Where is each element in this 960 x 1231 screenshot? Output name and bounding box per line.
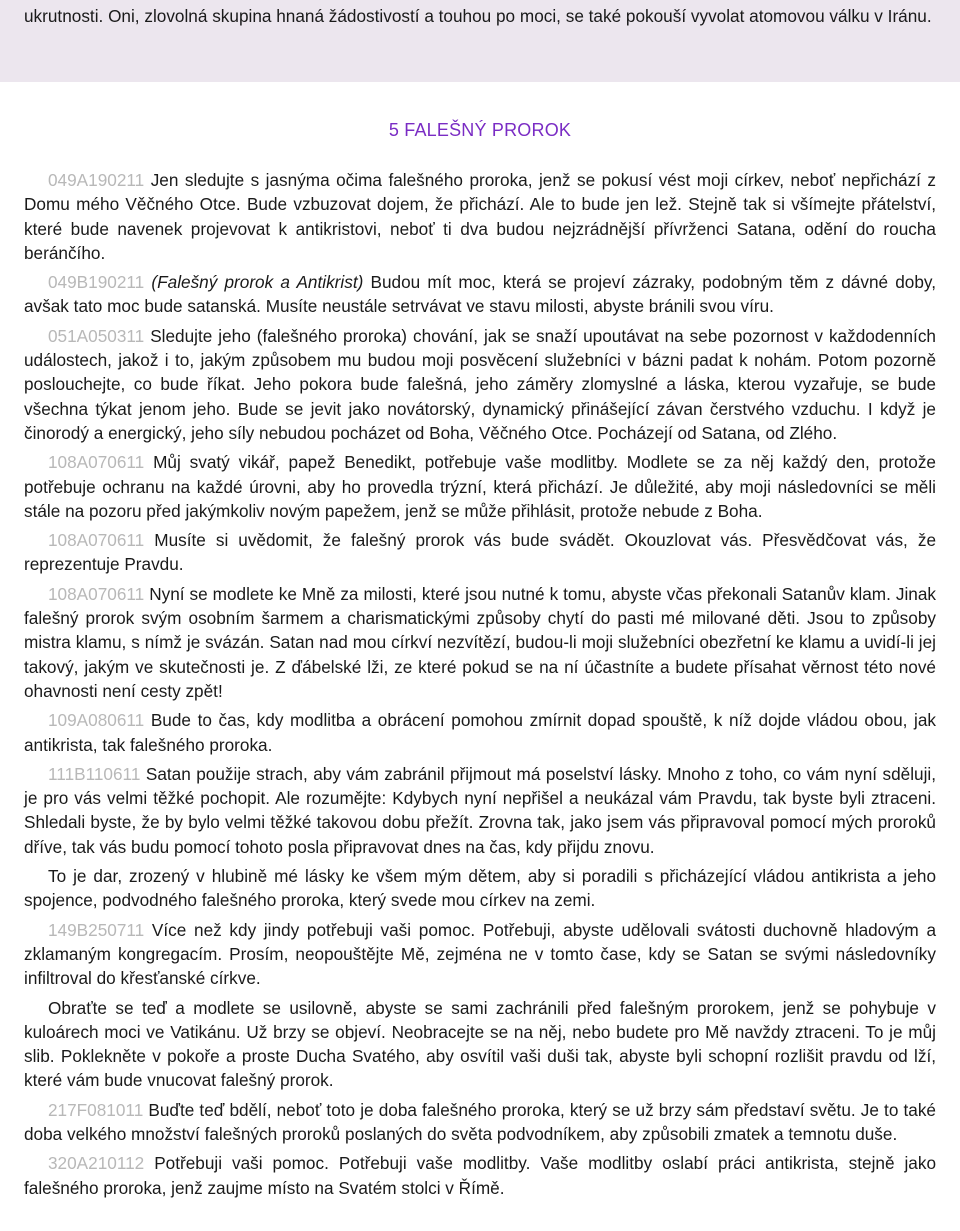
paragraph [24, 1151, 936, 1200]
paragraph-text: Obraťte se teď a modlete se usilovně, abyste se sami zachránili před falešným prorokem, jenž se pohybuje v kuloárech moci ve Vatikánu. Už brzy se objeví. Neobracejte se na něj, nebo budete pro Mě navždy ztraceni. To je můj slib. Poklekněte v pokoře a proste Ducha Svatého, aby osvítil vaši duši tak, abyste byli schopní rozlišit pravdu od lží, které vám bude vnucovat falešný prorok. [24, 997, 936, 1091]
paragraph [24, 864, 936, 913]
message-code: 320A210112 [48, 1153, 145, 1174]
message-code: 217F081011 [48, 1099, 144, 1120]
paragraph [24, 918, 936, 991]
paragraph [24, 168, 936, 265]
paragraph [24, 582, 936, 703]
message-code: 111B110611 [48, 763, 141, 784]
paragraph-text: Budou mít moc, která se projeví zázraky, podobným těm z dávné doby, avšak tato moc bude satanská. Musíte neustále setrvávat ve stavu milosti, abyste bránili svou víru. [24, 272, 937, 317]
paragraph-list [24, 168, 936, 1200]
paragraph [24, 528, 936, 577]
message-code: 108A070611 [48, 583, 145, 604]
message-code: 109A080611 [48, 710, 145, 731]
paragraph [24, 996, 936, 1093]
paragraph [24, 270, 936, 319]
paragraph-note: (Falešný prorok a Antikrist) [151, 272, 364, 293]
message-code: 049B190211 [48, 272, 145, 293]
paragraph-text: Nyní se modlete ke Mně za milosti, které jsou nutné k tomu, abyste včas překonali Satanův klam. Jinak falešný prorok svým osobním šarmem a charismatickými způsoby chytí do pasti mé milované děti. Jsou to způsoby mistra klamu, s nímž je svázán. Satan nad mou církví nezvítězí, budou-li moji služebníci obezřetní ke klamu a uvidí-li jej takový, jakým ve skutečnosti je. Z ďábelské lži, ze které pokud se na ní účastníte a budete přísahat věrnost této nové ohavnosti není cesty zpět! [24, 583, 936, 701]
message-code: 049A190211 [48, 170, 145, 190]
paragraph-text: Více než kdy jindy potřebuji vaši pomoc. Potřebuji, abyste udělovali svátosti duchovně hladovým a zklamaným kongregacím. Prosím, neopouštějte Mě, zejména ne v tomto čase, kdy se Satan se svými následovníky infiltroval do křesťanské církve. [24, 919, 937, 989]
paragraph-text: Bude to čas, kdy modlitba a obrácení pomohou zmírnit dopad spouště, k níž dojde vládou obou, jak antikrista, tak falešného proroka. [24, 710, 937, 755]
document-body [0, 120, 960, 1200]
paragraph [24, 324, 936, 445]
paragraph-text: Potřebuji vaši pomoc. Potřebuji vaše modlitby. Vaše modlitby oslabí práci antikrista, stejně jako falešného proroka, jenž zaujme místo na Svatém stolci v Římě. [24, 1153, 937, 1198]
paragraph-text: Můj svatý vikář, papež Benedikt, potřebuje vaše modlitby. Modlete se za něj každý den, protože potřebuje ochranu na každé úrovni, aby ho provedla trýzní, která přichází. Je důležité, aby moji následovníci se měli stále na pozoru před jakýmkoliv novým papežem, jenž se může přihlásit, protože nebude z Boha. [24, 452, 936, 521]
paragraph [24, 708, 936, 757]
message-code: 108A070611 [48, 452, 145, 473]
paragraph [24, 762, 936, 859]
top-band [0, 0, 960, 82]
paragraph-text: Musíte si uvědomit, že falešný prorok vás bude svádět. Okouzlovat vás. Přesvědčovat vás, že reprezentuje Pravdu. [24, 530, 937, 575]
paragraph-text: Buďte teď bdělí, neboť toto je doba falešného proroka, který se už brzy sám představí světu. Je to také doba velkého množství falešných proroků poslaných do světa podvodníkem, aby způsobili zmatek a temnotu duše. [24, 1099, 936, 1144]
paragraph-text: Satan použije strach, aby vám zabránil přijmout má poselství lásky. Mnoho z toho, co vám nyní sděluji, je pro vás velmi těžké pochopit. Ale rozumějte: Kdybych nyní nepřišel a neukázal vám Pravdu, tak byste byli ztraceni. Shledali byste, že by bylo velmi těžké takovou dobu přežít. Zrovna tak, jako jsem vás připravoval pomocí mých proroků dříve, tak vás budu pomocí tohoto posla připravovat dnes na čas, kdy přijdu znovu. [24, 763, 936, 857]
message-code: 051A050311 [48, 325, 145, 346]
section-title: 5 FALEŠNÝ PROROK [388, 120, 572, 140]
message-code: 149B250711 [48, 919, 145, 940]
paragraph [24, 450, 936, 523]
paragraph-text: To je dar, zrozený v hlubině mé lásky ke všem mým dětem, aby si poradili s přicházející vládou antikrista a jeho spojence, podvodného falešného proroka, který svede mou církev na zemi. [24, 866, 936, 911]
paragraph-text: Jen sledujte s jasnýma očima falešného proroka, jenž se pokusí vést moji církev, neboť nepřichází z Domu mého Věčného Otce. Bude vzbuzovat dojem, že přichází. Ale to bude jen lež. Stejně tak si všímejte přátelství, které bude navenek projevovat k antikristovi, neboť ti dva budou nejzrádnější přívrženci Satana, odění do roucha beránčího. [24, 170, 937, 263]
paragraph [24, 1098, 936, 1147]
top-text: ukrutnosti. Oni, zlovolná skupina hnaná žádostivostí a touhou po moci, se také pokouší vyvolat atomovou válku v Iránu. [24, 6, 932, 26]
message-code: 108A070611 [48, 530, 145, 551]
paragraph-text: Sledujte jeho (falešného proroka) chování, jak se snaží upoutávat na sebe pozornost v každodenních událostech, jakož i to, jakým způsobem mu budou moji posvěcení služebníci v bázni padat k nohám. Potom pozorně poslouchejte, co bude říkat. Jeho pokora bude falešná, jeho záměry zlomyslné a láska, kterou vyzařuje, se bude všechna týkat jenom jeho. Bude se jevit jako novátorský, dynamický přinášející závan čerstvého vzduchu. I když je činorodý a energický, jeho síly nebudou pocházet od Boha, Věčného Otce. Pocházejí od Satana, od Zlého. [24, 325, 936, 443]
